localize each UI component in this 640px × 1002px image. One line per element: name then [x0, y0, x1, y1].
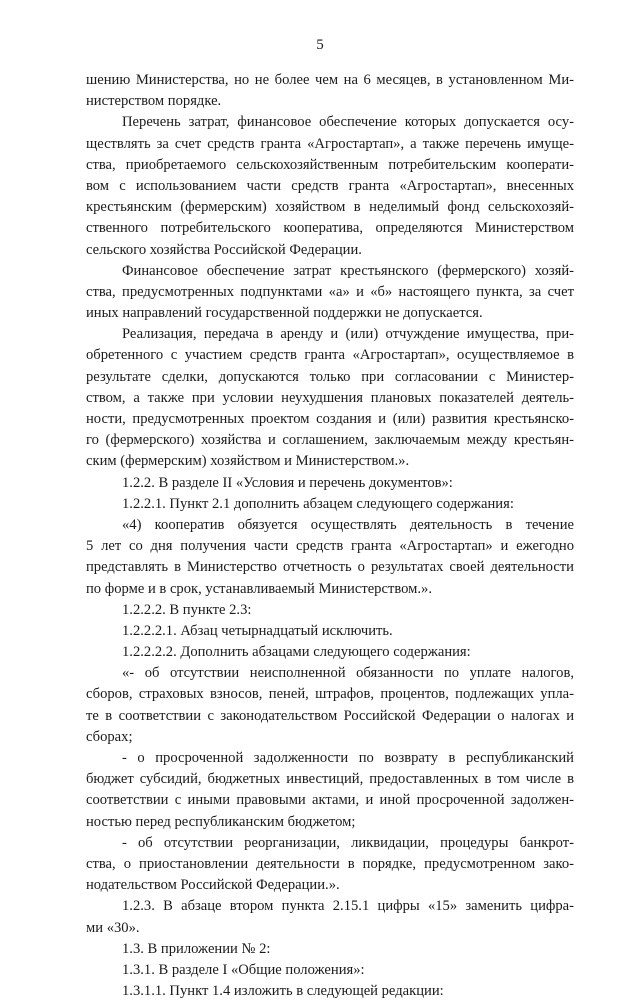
text-line: 1.2.2.2.2. Дополнить абзацами следующего содержания:	[122, 644, 471, 661]
text-line: ским (фермерским) хозяйством и Министерством.».	[86, 453, 410, 470]
text-line: 1.2.2.2. В пункте 2.3:	[122, 601, 252, 618]
text-line: сборов, страховых взносов, пеней, штрафов, процентов, подлежащих упла-	[86, 686, 574, 703]
text-line: представлять в Министерство отчетность о результатах своей деятельности	[86, 559, 574, 576]
text-line: ми «30».	[86, 919, 140, 936]
text-line: 1.2.2.2.1. Абзац четырнадцатый исключить.	[122, 622, 393, 639]
text-line: 1.2.2.1. Пункт 2.1 дополнить абзацем следующего содержания:	[122, 495, 514, 512]
text-line: нодательством Российской Федерации.».	[86, 877, 340, 894]
text-line: го (фермерского) хозяйства и соглашением, заключаемым между крестьян-	[86, 432, 574, 449]
text-line: ства, приобретаемого сельскохозяйственным потребительским кооперати-	[86, 156, 574, 173]
text-line: «- об отсутствии неисполненной обязанности по уплате налогов,	[122, 665, 574, 682]
text-line: Реализация, передача в аренду и (или) отчуждение имущества, при-	[122, 326, 574, 343]
text-line: Перечень затрат, финансовое обеспечение которых допускается осу-	[122, 114, 574, 131]
text-line: - о просроченной задолженности по возврату в республиканский	[122, 750, 574, 766]
text-line: 1.3.1. В разделе I «Общие положения»:	[122, 961, 365, 978]
text-line: по форме и в срок, устанавливаемый Министерством.».	[86, 580, 432, 597]
text-line: вом с использованием части средств гранта «Агростартап», внесенных	[86, 177, 574, 194]
text-line: нистерством порядке.	[86, 93, 222, 110]
text-line: ности, предусмотренных проектом создания и (или) развития крестьянско-	[86, 411, 574, 427]
text-line: 1.3.1.1. Пункт 1.4 изложить в следующей редакции:	[122, 983, 444, 1000]
text-line: - об отсутствии реорганизации, ликвидации, процедуры банкрот-	[122, 834, 574, 851]
text-line: обретенного с участием средств гранта «Агростартап», осуществляемое в	[86, 347, 574, 364]
text-line: бюджет субсидий, бюджетных инвестиций, предоставленных в том числе в	[86, 771, 574, 788]
text-line: шению Министерства, но не более чем на 6 месяцев, в установленном Ми-	[86, 72, 574, 88]
text-line: ством, а также при условии неухудшения плановых показателей деятель-	[86, 389, 574, 406]
text-line: иных направлений государственной поддержки не допускается.	[86, 305, 483, 322]
text-line: крестьянским (фермерским) хозяйством в неделимый фонд сельскохозяй-	[86, 199, 574, 216]
text-line: ностью перед республиканским бюджетом;	[86, 813, 356, 830]
text-line: «4) кооператив обязуется осуществлять деятельность в течение	[122, 516, 574, 533]
text-line: Финансовое обеспечение затрат крестьянского (фермерского) хозяй-	[122, 262, 574, 279]
text-line: те в соответствии с законодательством Российской Федерации о налогах и	[86, 707, 574, 724]
text-line: ства, о приостановлении деятельности в порядке, предусмотренном зако-	[86, 855, 574, 872]
page-number: 5	[316, 37, 324, 53]
text-line: результате сделки, допускаются только при согласовании с Министер-	[86, 368, 574, 385]
text-line: соответствии с иными правовыми актами, и иной просроченной задолжен-	[86, 792, 574, 809]
text-line: 1.2.3. В абзаце втором пункта 2.15.1 цифры «15» заменить цифра-	[122, 898, 574, 915]
text-line: ства, предусмотренных подпунктами «а» и «б» настоящего пункта, за счет	[86, 283, 574, 300]
document-body	[86, 70, 574, 1002]
text-line: ществлять за счет средств гранта «Агростартап», а также перечень имуще-	[86, 135, 574, 152]
text-line: сельского хозяйства Российской Федерации.	[86, 241, 362, 258]
text-line: 1.2.2. В разделе II «Условия и перечень документов»:	[122, 474, 453, 491]
text-line: ственного потребительского кооператива, определяются Министерством	[86, 220, 574, 237]
text-line: 5 лет со дня получения части средств гранта «Агростартап» и ежегодно	[86, 538, 574, 555]
text-line: 1.3. В приложении № 2:	[122, 940, 271, 957]
text-line: сборах;	[86, 728, 133, 745]
